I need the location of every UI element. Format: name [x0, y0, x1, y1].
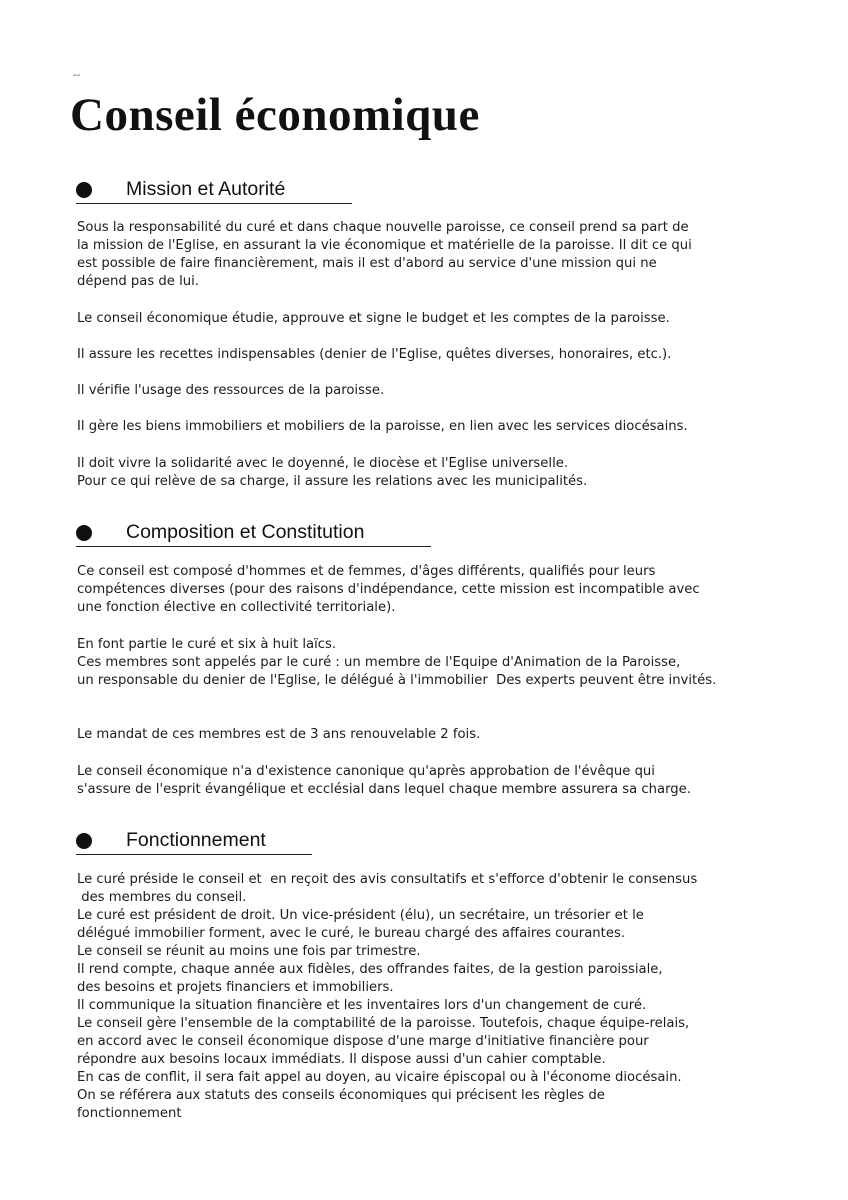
- paragraph: En font partie le curé et six à huit laïcs. Ces membres sont appelés par le curé : un membre de l'Equipe d'Animation de la Paroisse, un responsable du denier de l'Eglise, le délégué à l'immobilier Des experts peuvent être invités.: [77, 637, 717, 688]
- paragraph: Il gère les biens immobiliers et mobiliers de la paroisse, en lien avec les services diocésains.: [77, 419, 688, 434]
- paragraph: Le conseil économique étudie, approuve et signe le budget et les comptes de la paroisse.: [77, 311, 670, 326]
- paragraph: Ce conseil est composé d'hommes et de femmes, d'âges différents, qualifiés pour leurs compétences diverses (pour des raisons d'indépendance, cette mission est incompatible avec une fonction élective en collectivité territoriale).: [77, 564, 700, 615]
- bullet-icon: [76, 525, 92, 541]
- section-heading-mission: [76, 178, 352, 204]
- paragraph: Il vérifie l'usage des ressources de la paroisse.: [77, 383, 385, 398]
- paragraph: Le curé préside le conseil et en reçoit des avis consultatifs et s'efforce d'obtenir le consensus des membres du conseil. Le curé est président de droit. Un vice-président (élu), un secrétaire, un trésorier et le délégué immobilier forment, avec le curé, le bureau chargé des affaires courantes. Le conseil se réunit au moins une fois par trimestre. Il rend compte, chaque année aux fidèles, des offrandes faites, de la gestion paroissiale, des besoins et projets financiers et immobiliers. Il communique la situation financière et les inventaires lors d'un changement de curé. Le conseil gère l'ensemble de la comptabilité de la paroisse. Toutefois, chaque équipe-relais, en accord avec le conseil économique dispose d'une marge d'initiative financière pour répondre aux besoins locaux immédiats. Il dispose aussi d'un cahier comptable. En cas de conflit, il sera fait appel au doyen, au vicaire épiscopal ou à l'économe diocésain. On se référera aux statuts des conseils économiques qui précisent les règles de fonctionnement: [77, 872, 698, 1121]
- paragraph: Il doit vivre la solidarité avec le doyenné, le diocèse et l'Eglise universelle. Pour ce qui relève de sa charge, il assure les relations avec les municipalités.: [77, 456, 588, 489]
- section-heading-text: Composition et Constitution: [126, 521, 365, 543]
- section-heading-composition: [76, 521, 431, 547]
- corner-mark: --: [73, 70, 81, 81]
- paragraph: Le mandat de ces membres est de 3 ans renouvelable 2 fois.: [77, 727, 481, 742]
- section-heading-fonctionnement: [76, 829, 312, 855]
- paragraph: Sous la responsabilité du curé et dans chaque nouvelle paroisse, ce conseil prend sa part de la mission de l'Eglise, en assurant la vie économique et matérielle de la paroisse. Il dit ce qui est possible de faire financièrement, mais il est d'abord au service d'une mission qui ne dépend pas de lui.: [77, 220, 692, 289]
- paragraph: Il assure les recettes indispensables (denier de l'Eglise, quêtes diverses, honoraires, etc.).: [77, 347, 672, 362]
- paragraph: Le conseil économique n'a d'existence canonique qu'après approbation de l'évêque qui s'assure de l'esprit évangélique et ecclésial dans lequel chaque membre assurera sa charge.: [77, 764, 691, 797]
- section-heading-text: Fonctionnement: [126, 829, 266, 851]
- bullet-icon: [76, 182, 92, 198]
- section-heading-text: Mission et Autorité: [126, 178, 286, 200]
- page-title: Conseil économique: [70, 89, 480, 141]
- bullet-icon: [76, 833, 92, 849]
